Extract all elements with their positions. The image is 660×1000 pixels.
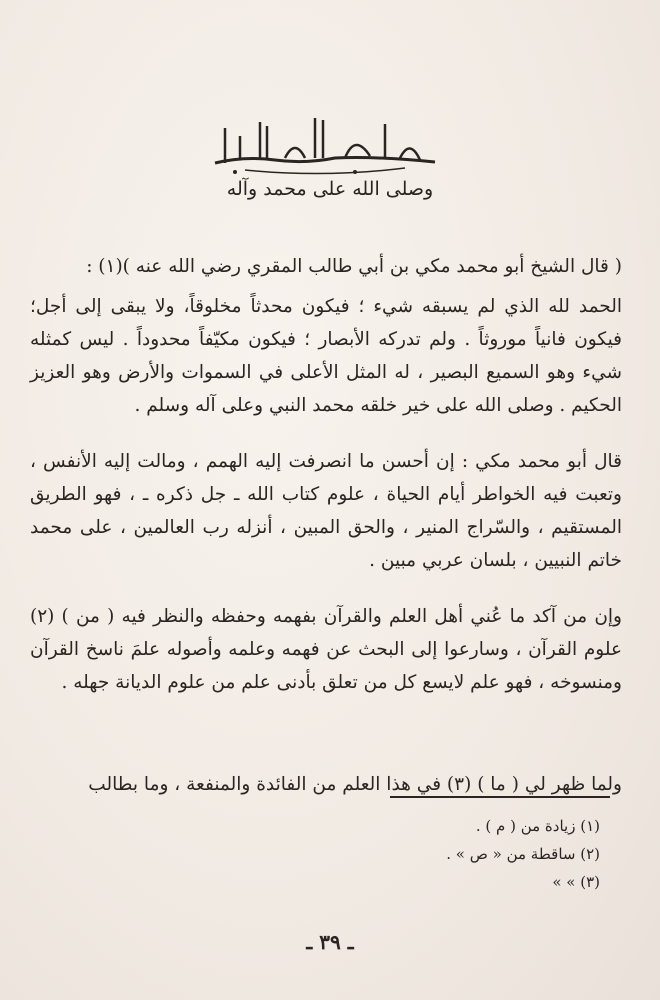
paragraph-1-text: الحمد لله الذي لم يسبقه شيء ؛ فيكون محدثاً مخلوقاً، ولا يبقى إلى أجل؛ فيكون فانياً موروثاً . ولم تدركه الأبصار ؛ فيكون مكيّفاً محدوداً . ليس كمثله شيء وهو السميع البصير ، له المثل الأعلى في السموات والأرض وهو العزيز الحكيم . وصلى الله على خير خلقه محمد النبي وعلى آله وسلم . xyxy=(30,296,622,416)
paragraph-3 xyxy=(30,600,622,699)
salawat-line: وصلى الله على محمد وآله xyxy=(226,178,434,200)
page-number: ـ ٣٩ ـ xyxy=(306,930,354,954)
footnote-3: (٣) » » xyxy=(552,873,600,891)
intro-line xyxy=(30,250,622,283)
basmala-calligraphy xyxy=(205,108,445,180)
footnotes xyxy=(300,812,600,896)
paragraph-3-text: وإن من آكد ما عُني أهل العلم والقرآن بفهمه وحفظه والنظر فيه ( من ) (٢) علوم القرآن ، وسارعوا إلى البحث عن فهمه وعلمه وأصوله علمَ ناسخ القرآن ومنسوخه ، فهو علم لايسع كل من تعلق بأدنى علم من علوم الديانة جهله . xyxy=(30,606,622,693)
footnote-1: (١) زيادة من ( م ) . xyxy=(475,817,600,835)
footnote-divider xyxy=(390,796,610,798)
paragraph-4-text: ولما ظهر لي ( ما ) (٣) في هذا العلم من الفائدة والمنفعة ، وما بطالب xyxy=(88,774,622,795)
paragraph-2 xyxy=(30,445,622,577)
paragraph-2-text: قال أبو محمد مكي : إن أحسن ما انصرفت إليه الهمم ، ومالت إليه الأنفس ، وتعبت فيه الخواطر أيام الحياة ، علوم كتاب الله ـ جل ذكره ـ ، فهو الطريق المستقيم ، والسّراج المنير ، والحق المبين ، أنزله رب العالمين ، على محمد خاتم النبيين ، بلسان عربي مبين . xyxy=(30,451,622,571)
footnote-2: (٢) ساقطة من « ص » . xyxy=(446,845,600,863)
intro-text: ( قال الشيخ أبو محمد مكي بن أبي طالب المقري رضي الله عنه )(١) : xyxy=(86,256,622,277)
paragraph-1 xyxy=(30,290,622,422)
